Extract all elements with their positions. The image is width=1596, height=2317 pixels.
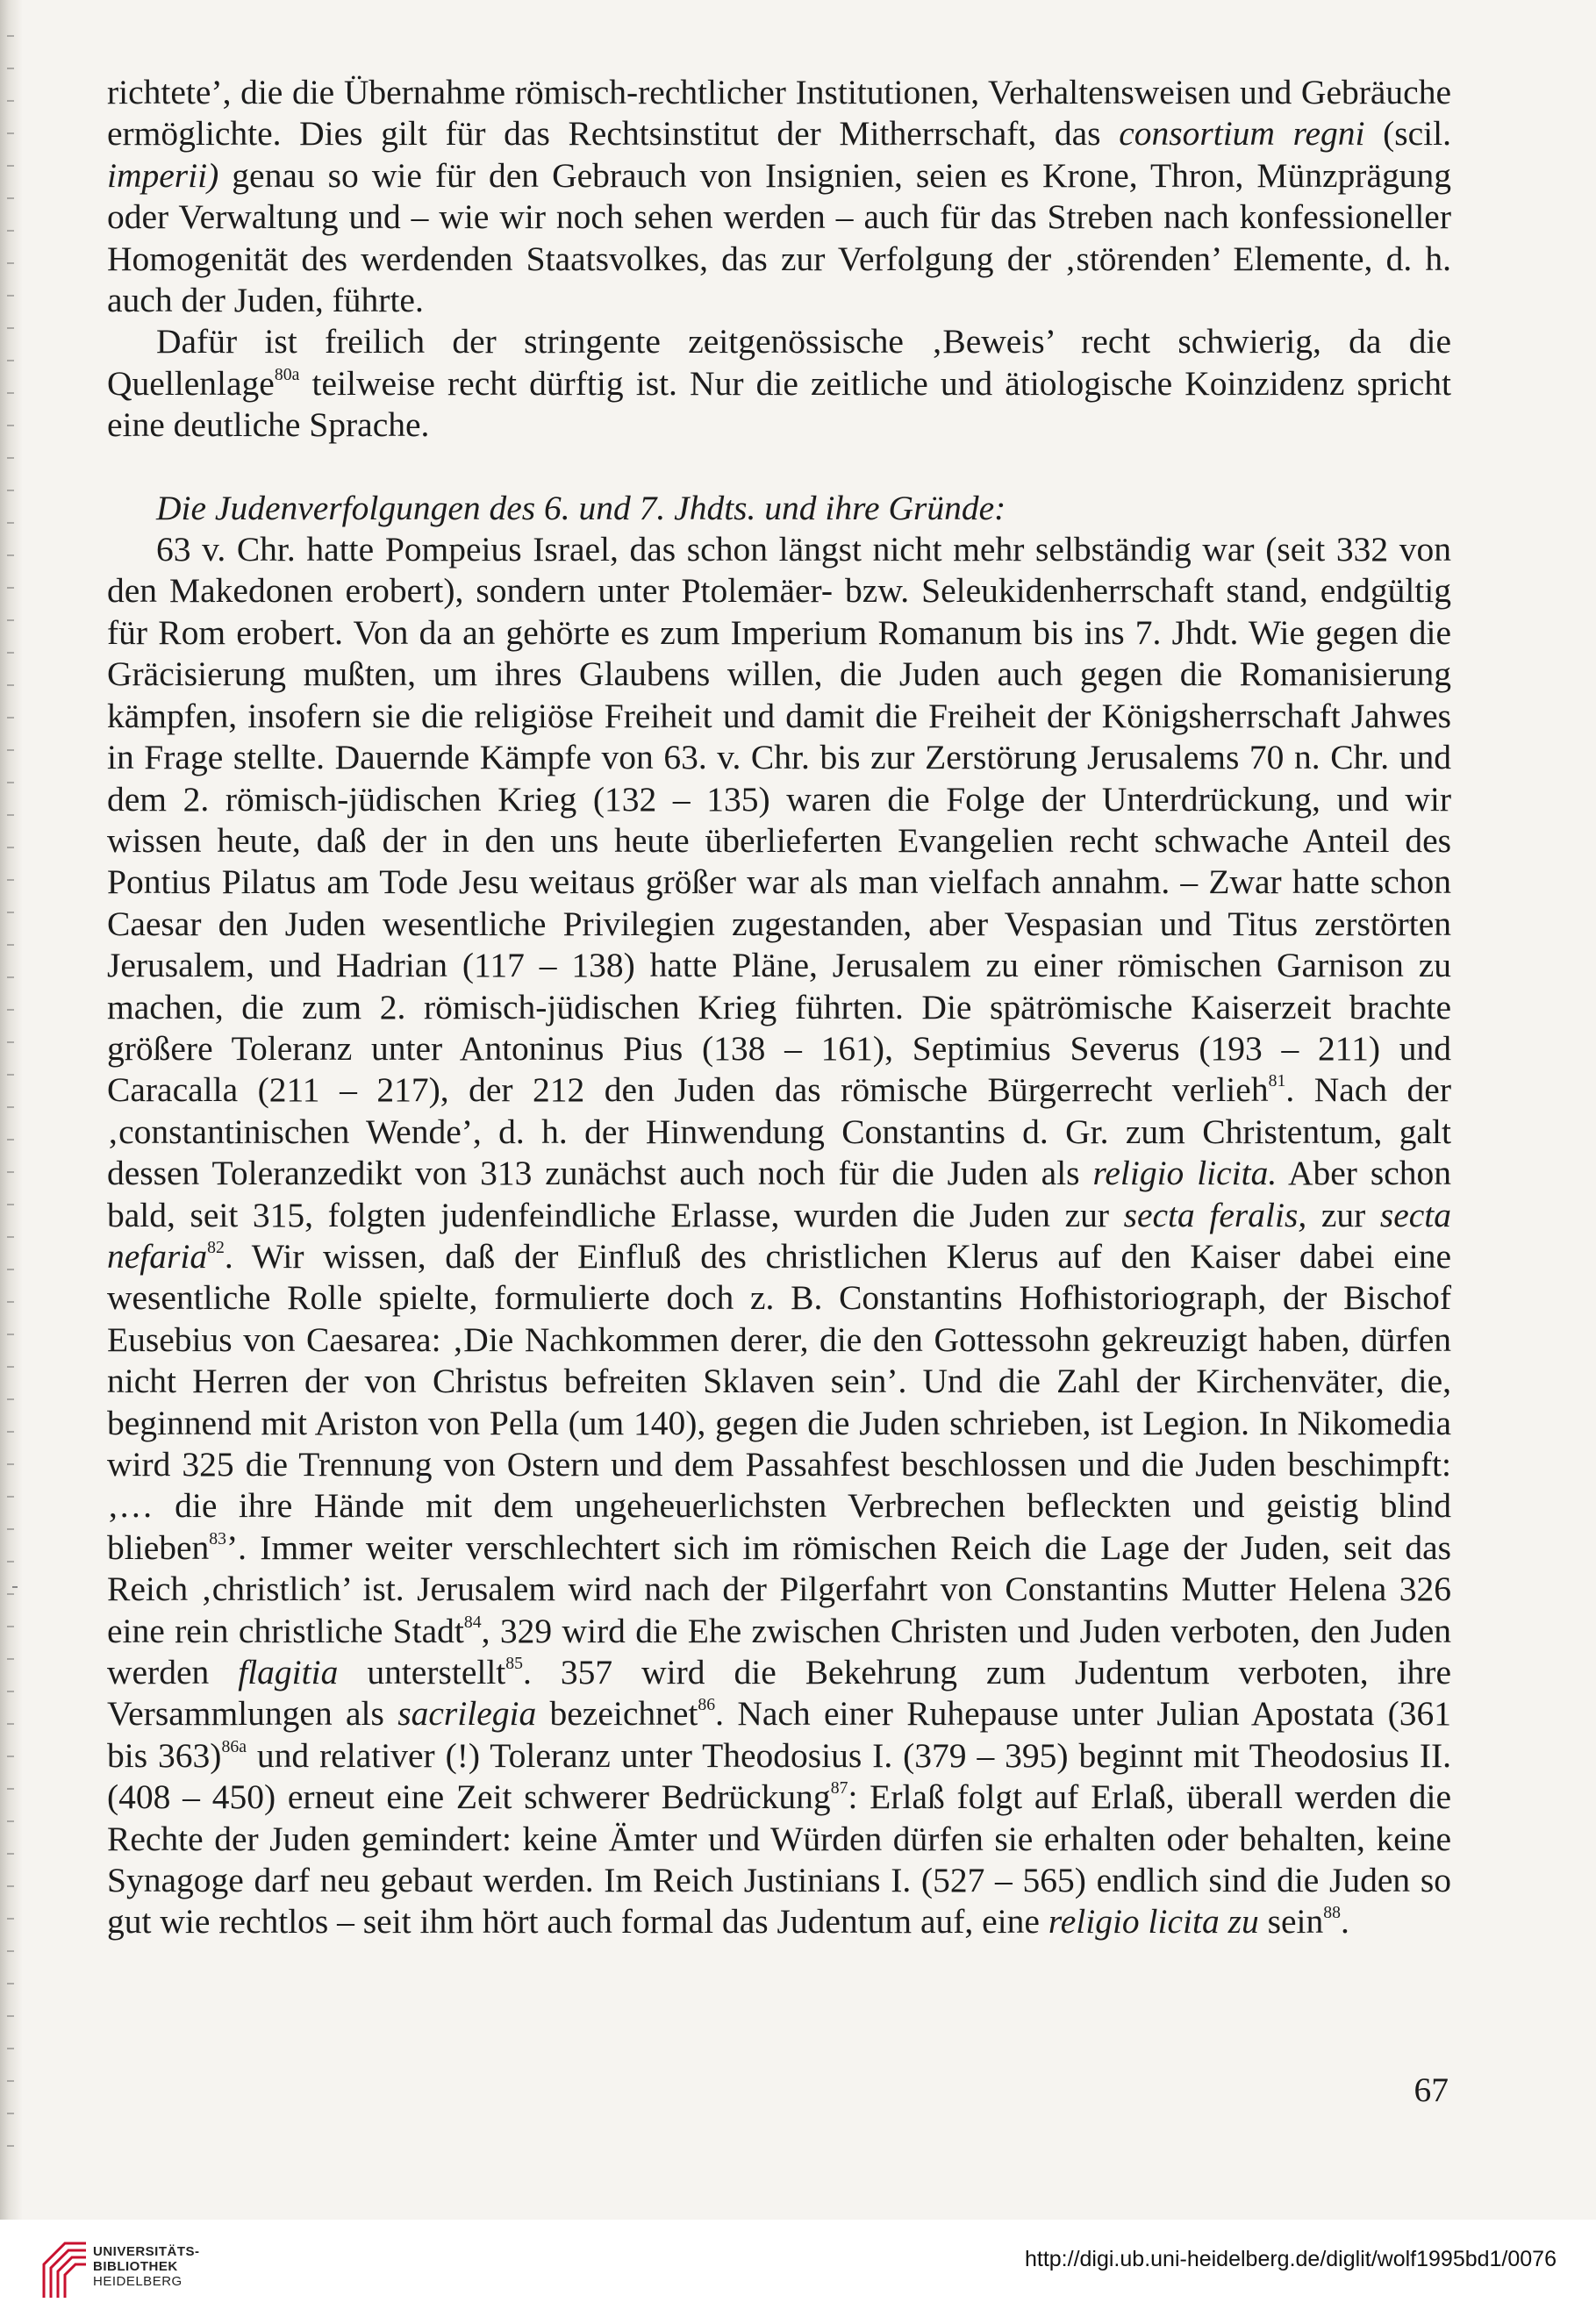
library-name: UNIVERSITÄTS- BIBLIOTHEK HEIDELBERG xyxy=(93,2244,200,2289)
page-binding-edge xyxy=(0,0,23,2220)
footnote-ref: 81 xyxy=(1268,1071,1286,1091)
footnote-ref: 86a xyxy=(221,1737,247,1757)
body-text xyxy=(107,72,1451,1943)
section-heading: Die Judenverfolgungen des 6. und 7. Jhdts. und ihre Gründe: xyxy=(156,488,1006,527)
source-url-link[interactable]: http://digi.ub.uni-heidelberg.de/diglit/wolf1995bd1/0076 xyxy=(1024,2247,1557,2271)
footnote-ref: 85 xyxy=(505,1654,524,1674)
footnote-ref: 84 xyxy=(463,1612,482,1632)
paragraph-1: richtete’, die die Übernahme römisch-rechtlicher Institutionen, Verhaltensweisen und Gebräuche ermöglichte. Dies gilt für das Rechtsinstitut der Mitherrschaft, das consortium regni (scil. imperii) genau so wie für den Gebrauch von Insignien, seien es Krone, Thron, Münzprägung oder Verwaltung und – wie wir noch sehen werden – auch für das Streben nach konfessioneller Homogenität des werdenden Staatsvolkes, das zur Verfolgung der ‚störenden’ Elemente, d. h. auch der Juden, führte. xyxy=(107,73,1451,320)
footnote-ref: 82 xyxy=(207,1238,225,1258)
page-number: 67 xyxy=(1413,2070,1449,2109)
footnote-ref: 83 xyxy=(209,1529,227,1549)
paragraph-3: 63 v. Chr. hatte Pompeius Israel, das schon längst nicht mehr selbständig war (seit 332 von den Makedonen erobert), sondern unter Ptolemäer- bzw. Seleukidenherrschaft stand, endgültig für Rom erobert. Von da an gehörte es zum Imperium Romanum bis ins 7. Jhdt. Wie gegen die Gräcisierung mußten, um ihres Glaubens willen, die Juden auch gegen die Romanisierung kämpfen, insofern sie die religiöse Freiheit und damit die Freiheit der Königsherrschaft Jahwes in Frage stellte. Dauernde Kämpfe von 63. v. Chr. bis zur Zerstörung Jerusalems 70 n. Chr. und dem 2. römisch-jüdischen Krieg (132 – 135) waren die Folge der Unterdrückung, und wir wissen heute, daß der in den uns heute überlieferten Evangelien recht schwache Anteil des Pontius Pilatus am Tode Jesu weitaus größer war als man vielfach annahm. – Zwar hatte schon Caesar den Juden wesentliche Privilegien zugestanden, aber Vespasian und Titus zerstörten Jerusalem, und Hadrian (117 – 138) hatte Pläne, Jerusalem zu einer römischen Garnison zu machen, die zum 2. römisch-jüdischen Krieg führten. Die spätrömische Kaiserzeit brachte größere Toleranz unter Antoninus Pius (138 – 161), Septimius Severus (193 – 211) und Caracalla (211 – 217), der 212 den Juden das römische Bürgerrecht verlieh$^{81}$. Nach der ‚constantinischen Wende’, d. h. der Hinwendung Constantins d. Gr. zum Christentum, galt dessen Toleranzedikt von 313 zunächst auch noch für die Juden als religio licita. Aber schon bald, seit 315, folgten judenfeindliche Erlasse, wurden die Juden zur secta feralis, zur secta nefaria$^{82}$. Wir wissen, daß der Einfluß des christlichen Klerus auf den Kaiser dabei eine wesentliche Rolle spielte, formulierte doch z. B. Constantins Hofhistoriograph, der Bischof Eusebius von Caesarea: ‚Die Nachkommen derer, die den Gottessohn gekreuzigt haben, dürfen nicht Herren der von Christus befreiten Sklaven sein’. Und die Zahl der Kirchenväter, die, beginnend mit Ariston von Pella (um 140), gegen die Juden schrieben, ist Legion. In Nikomedia wird 325 die Trennung von Ostern und dem Passahfest beschlossen und die Juden beschimpft: ‚… die ihre Hände mit dem ungeheuerlichsten Verbrechen befleckten und geistig blind blieben$^{83}$’. Immer weiter verschlechtert sich im römischen Reich die Lage der Juden, seit das Reich ‚christlich’ ist. Jerusalem wird nach der Pilgerfahrt von Constantins Mutter Helena 326 eine rein christliche Stadt$^{84}$, 329 wird die Ehe zwischen Christen und Juden verboten, den Juden werden flagitia unterstellt$^{85}$. 357 wird die Bekehrung zum Judentum verboten, ihre Versammlungen als sacrilegia bezeichnet$^{86}$. Nach einer Ruhepause unter Julian Apostata (361 bis 363)$^{86a}$ und relativer (!) Toleranz unter Theodosius I. (379 – 395) beginnt mit Theodosius II. (408 – 450) erneut eine Zeit schwerer Bedrückung$^{87}$: Erlaß folgt auf Erlaß, überall werden die Rechte der Juden gemindert: keine Ämter und Würden dürfen sie erhalten oder behalten, keine Synagoge darf neu gebaut werden. Im Reich Justinians I. (527 – 565) endlich sind die Juden so gut wie rechtlos – seit ihm hört auch formal das Judentum auf, eine religio licita zu sein$^{88}$. xyxy=(107,530,1452,1942)
footnote-ref: 80a xyxy=(274,365,300,385)
footnote-ref: 87 xyxy=(830,1778,848,1799)
footnote-ref: 88 xyxy=(1323,1903,1341,1923)
paragraph-2: Dafür ist freilich der stringente zeitgenössische ‚Beweis’ recht schwierig, da die Quellenlage$^{80a}$ teilweise recht dürftig ist. Nur die zeitliche und ätiologische Koinzidenz spricht eine deutliche Sprache. xyxy=(107,322,1451,445)
library-logo-icon xyxy=(39,2229,91,2303)
footnote-ref: 86 xyxy=(698,1695,716,1715)
